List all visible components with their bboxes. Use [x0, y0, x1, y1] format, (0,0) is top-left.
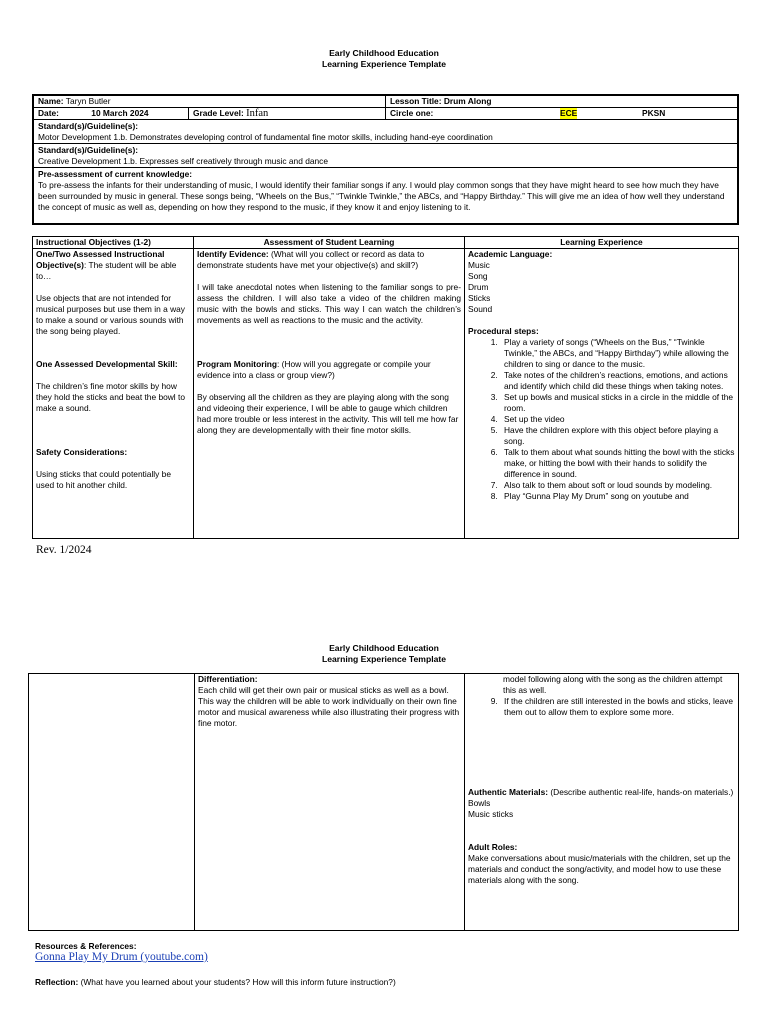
standard2-row	[34, 144, 737, 168]
evidence-text: I will take anecdotal notes when listening to the familiar songs to pre-assess the children. I will also take a video of the children making music with the bowls and sticks. This way I can watch the children’s movements as well as reactions to the music and the activity.	[197, 282, 461, 325]
differentiation-label: Differentiation:	[198, 674, 258, 684]
page1-header-title: Early Childhood Education	[329, 48, 439, 58]
procedural-step: 7. Also talk to them about soft or loud sounds by modeling.	[500, 480, 735, 491]
lesson-title-cell	[386, 96, 737, 107]
objective-label: One/Two Assessed Instructional Objective(s)	[36, 249, 165, 270]
authentic-materials-label: Authentic Materials:	[468, 787, 549, 797]
name-cell	[34, 96, 386, 107]
reflection-prompt: (What have you learned about your students? How will this inform future instruction?)	[80, 977, 396, 987]
name-value: Taryn Butler	[65, 96, 111, 106]
lesson-table-page2	[28, 673, 739, 931]
lesson-title-label: Lesson Title:	[390, 96, 442, 106]
objective-label-suffix: : The student will be able to…	[36, 260, 177, 281]
safety-text: Using sticks that could potentially be used to hit another child.	[36, 469, 172, 490]
grade-value: Infan	[246, 108, 269, 119]
preassessment-row	[34, 168, 737, 225]
assessment-column	[194, 237, 464, 538]
procedural-step: 4. Set up the video	[500, 414, 735, 425]
program-monitoring-prompt: : (How will you aggregate or compile your evidence into a class or group view?)	[197, 359, 431, 380]
vocab-item: Sound	[468, 304, 493, 314]
resources-label: Resources & References:	[35, 941, 137, 951]
page2-header-title: Early Childhood Education	[329, 643, 439, 653]
standard1-text: Motor Development 1.b. Demonstrates developing control of fundamental fine motor skills, including hand-eye coordination	[38, 132, 493, 142]
circle-option-ece: ECE	[560, 108, 578, 118]
procedural-step: 8. Play “Gunna Play My Drum” song on youtube and	[500, 491, 735, 502]
learning-experience-continued	[465, 674, 738, 930]
differentiation-text: Each child will get their own pair or musical sticks as well as a bowl. This way the children will be able to work individually on their own fine motor and musical awareness while also illustrating their progress with fine motor.	[198, 685, 460, 728]
standard1-label: Standard(s)/Guideline(s):	[38, 121, 139, 131]
procedural-step: 1. Play a variety of songs (“Wheels on the Bus,” “Twinkle Twinkle,” the ABCs, and “Happy Birthday”) while allowing the children to sing or dance to the music.	[500, 337, 735, 370]
procedural-steps-label: Procedural steps:	[468, 326, 539, 336]
learning-experience-header: Learning Experience	[560, 237, 643, 247]
date-cell	[34, 108, 189, 119]
developmental-skill-label: One Assessed Developmental Skill:	[36, 359, 178, 369]
page2-header-subtitle: Learning Experience Template	[321, 654, 446, 664]
material-item: Music sticks	[468, 809, 514, 819]
circle-cell	[386, 108, 737, 119]
date-row	[34, 108, 737, 120]
authentic-materials-prompt: (Describe authentic real-life, hands-on materials.)	[550, 787, 734, 797]
procedural-step: 9. If the children are still interested in the bowls and sticks, leave them out to allow them to explore some more.	[500, 696, 735, 718]
date-label: Date:	[38, 108, 59, 118]
procedural-step: 3. Set up bowls and musical sticks in a circle in the middle of the room.	[500, 392, 735, 414]
grade-cell	[189, 108, 386, 119]
program-monitoring-text: By observing all the children as they are playing along with the song and videoing their experience, I will be able to gauge which children had more trouble or less interest in the activity. This will tell me how far along they are developmentally with their fine motor skills.	[197, 392, 459, 435]
adult-roles-text: Make conversations about music/materials with the children, set up the materials and conduct the song/activity, and model how to use these materials along with the song.	[468, 853, 731, 885]
procedural-step: 5. Have the children explore with this object before playing a song.	[500, 425, 735, 447]
circle-option-pksn: PKSN	[642, 108, 666, 118]
name-row	[34, 96, 737, 108]
vocab-item: Drum	[468, 282, 489, 292]
name-label: Name:	[38, 96, 64, 106]
reflection-label: Reflection:	[35, 977, 79, 987]
objective-text: Use objects that are not intended for musical purposes but use them in a way to make a sound or various sounds with the song being played.	[36, 293, 185, 336]
procedural-step: 6. Talk to them about what sounds hitting the bowl with the sticks make, or hitting the bowl with their hands to solidify the difference in sound.	[500, 447, 735, 480]
standard1-row	[34, 120, 737, 144]
developmental-skill-text: The children’s fine motor skills by how they hold the sticks and beat the bowl to make a sound.	[36, 381, 185, 413]
adult-roles-label: Adult Roles:	[468, 842, 518, 852]
program-monitoring-label: Program Monitoring	[197, 359, 278, 369]
circle-label: Circle one:	[390, 108, 434, 118]
step8-continued: model following along with the song as the children attempt this as well.	[503, 674, 723, 695]
vocab-item: Song	[468, 271, 488, 281]
revision-note: Rev. 1/2024	[36, 544, 92, 556]
assessment-header: Assessment of Student Learning	[263, 237, 395, 247]
preassessment-label: Pre-assessment of current knowledge:	[38, 169, 193, 179]
evidence-label: Identify Evidence:	[197, 249, 269, 259]
lesson-title-value: Drum Along	[443, 96, 492, 106]
objectives-column	[33, 237, 193, 538]
date-value: 10 March 2024	[91, 108, 149, 118]
procedural-steps-list	[468, 337, 735, 502]
objectives-header: Instructional Objectives (1-2)	[36, 237, 151, 247]
differentiation-column	[195, 674, 464, 930]
reflection-row	[35, 977, 396, 988]
lesson-table-page1	[32, 236, 739, 539]
info-table	[32, 94, 739, 225]
procedural-steps-list-continued	[468, 696, 735, 718]
evidence-prompt: (What will you collect or record as data to demonstrate students have met your objective(s) and skill?)	[197, 249, 425, 270]
standard2-text: Creative Development 1.b. Expresses self creatively through music and dance	[38, 156, 329, 166]
resource-link[interactable]: Gonna Play My Drum (youtube.com)	[35, 951, 208, 963]
vocab-item: Sticks	[468, 293, 491, 303]
preassessment-text: To pre-assess the infants for their understanding of music, I would identify their familiar songs if any. I would play common songs that they have might heard to see how much they have been surrounded by music in general. These songs being, “Wheels on the Bus,” “Twinkle Twinkle,” the ABCs, and “Happy Birthday.” This will give me an idea of how well they understand the concept of music as well as, depending on how they respond to the music, if they know it and enjoy listening to it.	[38, 180, 725, 212]
grade-label: Grade Level:	[193, 108, 244, 118]
learning-experience-column	[465, 237, 738, 538]
safety-label: Safety Considerations:	[36, 447, 128, 457]
procedural-step: 2. Take notes of the children’s reactions, emotions, and actions and identify which child did these things when taking notes.	[500, 370, 735, 392]
vocab-item: Music	[468, 260, 490, 270]
standard2-label: Standard(s)/Guideline(s):	[38, 145, 139, 155]
academic-language-label: Academic Language:	[468, 249, 553, 259]
page1-header-subtitle: Learning Experience Template	[321, 59, 446, 69]
material-item: Bowls	[468, 798, 491, 808]
